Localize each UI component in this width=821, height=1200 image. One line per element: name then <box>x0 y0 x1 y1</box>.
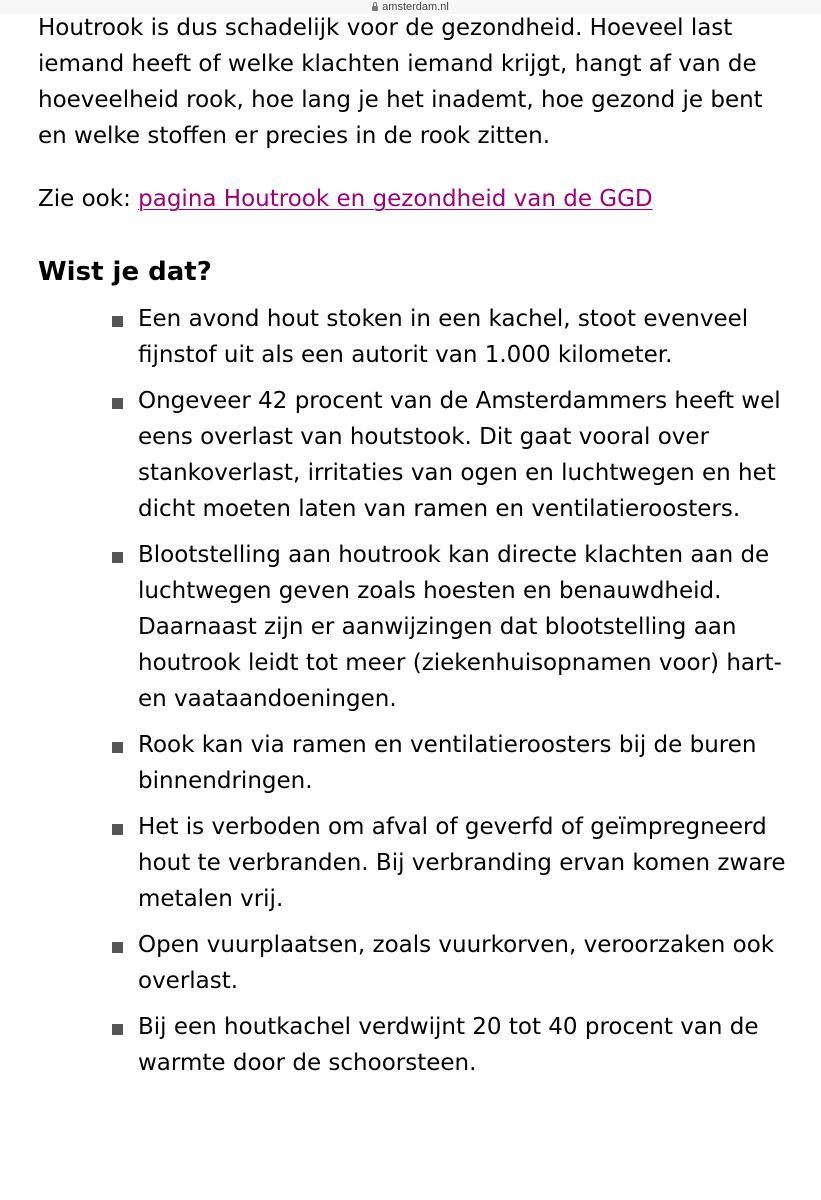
url-text[interactable]: amsterdam.nl <box>382 1 449 13</box>
square-bullet-icon <box>112 552 123 563</box>
list-item-text: Een avond hout stoken in een kachel, stoot evenveel fijnstof uit als een autorit van 1.000 kilometer. <box>138 306 749 368</box>
list-item-text: Ongeveer 42 procent van de Amsterdammers heeft wel eens overlast van houtstook. Dit gaat vooral over stankoverlast, irritaties van ogen en luchtwegen en het dicht moeten laten van ramen en ventilatieroosters. <box>138 388 781 522</box>
list-item <box>38 1009 798 1081</box>
article-content <box>38 10 798 1091</box>
square-bullet-icon <box>112 824 123 835</box>
list-item <box>38 809 798 917</box>
list-item <box>38 301 798 373</box>
see-also-paragraph <box>38 181 798 217</box>
square-bullet-icon <box>112 942 123 953</box>
see-also-prefix: Zie ook: <box>38 186 139 212</box>
section-heading: Wist je dat? <box>38 257 212 287</box>
list-item-text: Het is verboden om afval of geverfd of geïmpregneerd hout te verbranden. Bij verbranding ervan komen zware metalen vrij. <box>138 814 786 912</box>
list-item-text: Rook kan via ramen en ventilatieroosters bij de buren binnendringen. <box>138 732 757 794</box>
facts-list <box>38 301 798 1081</box>
list-item-text: Blootstelling aan houtrook kan directe klachten aan de luchtwegen geven zoals hoesten en benauwdheid. Daarnaast zijn er aanwijzingen dat blootstelling aan houtrook leidt tot meer (ziekenhuisopnamen voor) hart- en vaataandoeningen. <box>138 542 782 712</box>
list-item <box>38 927 798 999</box>
square-bullet-icon <box>112 1024 123 1035</box>
intro-paragraph: Houtrook is dus schadelijk voor de gezondheid. Hoeveel last iemand heeft of welke klachten iemand krijgt, hangt af van de hoeveelheid rook, hoe lang je het inademt, hoe gezond je bent en welke stoffen er precies in de rook zitten. <box>38 15 763 149</box>
list-item <box>38 537 798 717</box>
list-item <box>38 727 798 799</box>
list-item-text: Bij een houtkachel verdwijnt 20 tot 40 procent van de warmte door de schoorsteen. <box>138 1014 759 1076</box>
ggd-link[interactable]: pagina Houtrook en gezondheid van de GGD <box>138 186 653 212</box>
square-bullet-icon <box>112 742 123 753</box>
list-item <box>38 383 798 527</box>
list-item-text: Open vuurplaatsen, zoals vuurkorven, veroorzaken ook overlast. <box>138 932 775 994</box>
square-bullet-icon <box>112 398 123 409</box>
square-bullet-icon <box>112 316 123 327</box>
